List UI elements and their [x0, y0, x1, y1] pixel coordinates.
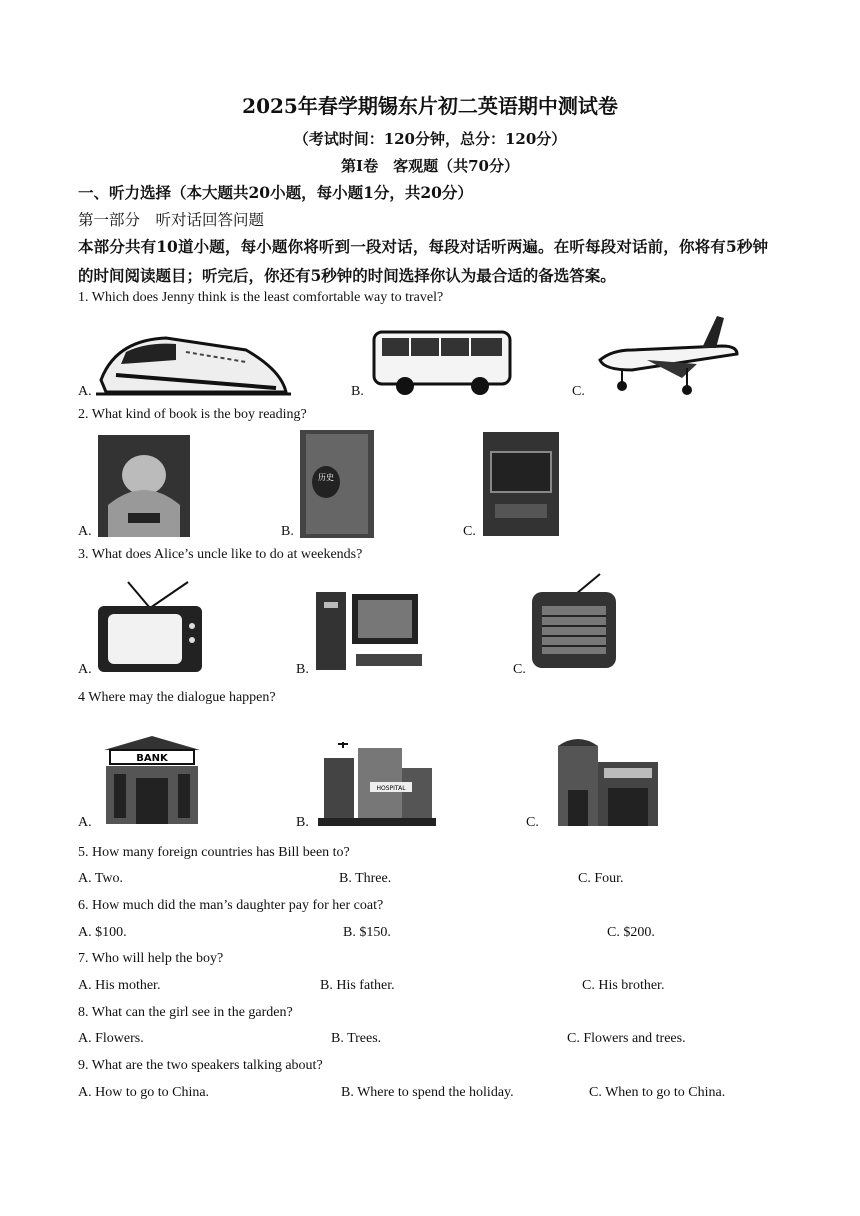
- exam-info: （考试时间：120分钟，总分：120分）: [293, 130, 567, 148]
- train-picture: [96, 330, 291, 398]
- q8-option-c[interactable]: C. Flowers and trees.: [567, 1031, 686, 1046]
- section-heading: 一、听力选择（本大题共20小题，每小题1分，共20分）: [78, 183, 473, 202]
- question-5: 5. How many foreign countries has Bill been to?: [78, 845, 350, 860]
- volume-heading: 第Ⅰ卷 客观题（共70分）: [341, 157, 519, 175]
- q9-option-a[interactable]: A. How to go to China.: [78, 1085, 210, 1100]
- q4-option-c[interactable]: C.: [526, 815, 539, 830]
- q6-option-a[interactable]: A. $100.: [78, 925, 127, 940]
- radio-picture: [532, 572, 616, 672]
- q5-option-b[interactable]: B. Three.: [339, 871, 392, 886]
- q9-option-c[interactable]: C. When to go to China.: [589, 1085, 726, 1100]
- instructions: 本部分共有10道小题，每小题你将听到一段对话，每段对话听两遍。在听每段对话前，你将有5秒钟的时间阅读题目；听完后，你还有5秒钟的时间选择你认为最合适的备选答案。: [78, 237, 768, 285]
- plane-picture: [592, 312, 744, 398]
- book-cover-picture: [98, 435, 190, 537]
- q9-option-b[interactable]: B. Where to spend the holiday.: [341, 1085, 514, 1100]
- page-title: 2025年春学期锡东片初二英语期中测试卷: [242, 94, 618, 118]
- q6-option-c[interactable]: C. $200.: [607, 925, 655, 940]
- question-6: 6. How much did the man’s daughter pay for her coat?: [78, 898, 384, 913]
- q5-option-c[interactable]: C. Four.: [578, 871, 624, 886]
- q1-option-c[interactable]: C.: [572, 384, 585, 399]
- question-1: 1. Which does Jenny think is the least comfortable way to travel?: [78, 290, 444, 305]
- question-3: 3. What does Alice’s uncle like to do at weekends?: [78, 547, 363, 562]
- q6-option-b[interactable]: B. $150.: [343, 925, 391, 940]
- hospital-sign: HOSPITAL: [376, 785, 406, 792]
- history-book-picture: [300, 430, 374, 538]
- question-4: 4 Where may the dialogue happen?: [78, 690, 276, 705]
- computer-picture: [316, 590, 426, 672]
- bank-sign: BANK: [136, 753, 168, 764]
- dictionary-book-picture: [483, 432, 559, 536]
- q3-option-b[interactable]: B.: [296, 662, 309, 677]
- q2-option-a[interactable]: A.: [78, 524, 92, 539]
- q4-option-b[interactable]: B.: [296, 815, 309, 830]
- question-8: 8. What can the girl see in the garden?: [78, 1005, 293, 1020]
- question-2: 2. What kind of book is the boy reading?: [78, 407, 307, 422]
- q2-option-b[interactable]: B.: [281, 524, 294, 539]
- q1-option-b[interactable]: B.: [351, 384, 364, 399]
- q7-option-a[interactable]: A. His mother.: [78, 978, 161, 993]
- question-9: 9. What are the two speakers talking about?: [78, 1058, 323, 1073]
- q4-option-a[interactable]: A.: [78, 815, 92, 830]
- bus-picture: [370, 326, 515, 398]
- tv-picture: [98, 580, 202, 676]
- q1-option-a[interactable]: A.: [78, 384, 92, 399]
- question-7: 7. Who will help the boy?: [78, 951, 224, 966]
- station-picture: [548, 732, 660, 828]
- q2-option-c[interactable]: C.: [463, 524, 476, 539]
- q8-option-b[interactable]: B. Trees.: [331, 1031, 382, 1046]
- bank-picture: [100, 734, 204, 826]
- q3-option-c[interactable]: C.: [513, 662, 526, 677]
- q3-option-a[interactable]: A.: [78, 662, 92, 677]
- q7-option-c[interactable]: C. His brother.: [582, 978, 665, 993]
- q5-option-a[interactable]: A. Two.: [78, 871, 124, 886]
- svg-text:历史: 历史: [318, 473, 334, 482]
- q8-option-a[interactable]: A. Flowers.: [78, 1031, 144, 1046]
- q7-option-b[interactable]: B. His father.: [320, 978, 395, 993]
- hospital-picture: [318, 742, 436, 826]
- part-heading: 第一部分 听对话回答问题: [78, 211, 265, 229]
